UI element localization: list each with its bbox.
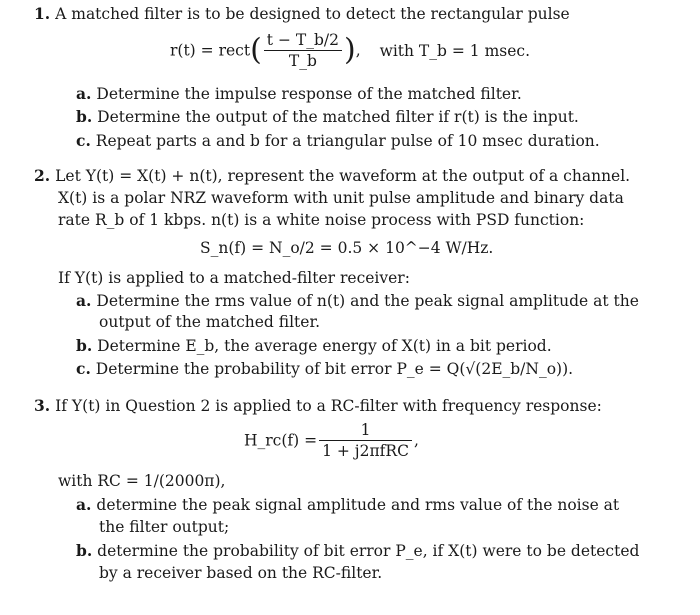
q1-intro: A matched filter is to be designed to detect the rectangular pulse: [55, 5, 570, 23]
q2-part-b-text: Determine E_b, the average energy of X(t) in a bit period.: [97, 337, 552, 355]
q2-part-c-label: c.: [76, 359, 91, 378]
q3-part-a: [76, 495, 619, 515]
q3-part-a-text: determine the peak signal amplitude and rms value of the noise at: [96, 496, 620, 514]
q1-eq-fraction: [264, 30, 342, 71]
q3-eq-tail: ,: [413, 431, 419, 450]
q2-number: 2.: [34, 166, 51, 185]
q3-number: 3.: [34, 396, 51, 415]
q3-eq-lhs: H_rc(f) =: [244, 431, 318, 450]
q1-eq-with: with T_b = 1 msec.: [379, 41, 530, 60]
q2-part-b: [76, 336, 552, 356]
q2-part-c: [76, 359, 573, 379]
q1-part-b-label: b.: [76, 107, 93, 126]
q2-line-3: rate R_b of 1 kbps. n(t) is a white noise process with PSD function:: [58, 211, 585, 229]
q3-with: with RC = 1/(2000π),: [58, 472, 226, 490]
q1-part-a: [76, 84, 522, 104]
q1-eq-denominator: T_b: [288, 52, 317, 70]
q2-line-1-text: Let Y(t) = X(t) + n(t), represent the waveform at the output of a channel.: [55, 167, 631, 185]
q3-eq-numerator: 1: [319, 420, 412, 441]
q2-line-2: X(t) is a polar NRZ waveform with unit pulse amplitude and binary data: [58, 189, 624, 207]
q1-intro-line: [34, 4, 570, 24]
q1-part-c: [76, 131, 600, 151]
q3-part-a-label: a.: [76, 495, 92, 514]
q3-part-b-label: b.: [76, 541, 93, 560]
q1-part-a-label: a.: [76, 84, 92, 103]
q2-part-a: [76, 291, 639, 311]
q2-part-c-text: Determine the probability of bit error P_e = Q(√(2E_b/N_o)).: [95, 360, 574, 378]
q1-part-b: [76, 107, 579, 127]
q2-part-b-label: b.: [76, 336, 93, 355]
q1-eq-lhs: r(t) = rect: [170, 41, 251, 60]
q1-part-c-text: Repeat parts a and b for a triangular pulse of 10 msec duration.: [95, 132, 600, 150]
q3-equation: [244, 420, 419, 466]
q2-line-1: [34, 166, 630, 186]
q3-intro: If Y(t) in Question 2 is applied to a RC-filter with frequency response:: [55, 397, 602, 415]
q1-part-a-text: Determine the impulse response of the matched filter.: [96, 85, 522, 103]
q1-equation: r(t) = rect( $\frac{t - T\_b/2}{T\_b}$ ), with T_b = 1 msec.: [170, 31, 530, 70]
q1-eq-numerator: t − T_b/2: [264, 30, 342, 51]
q3-eq-fraction: [319, 420, 412, 461]
q3-part-b: [76, 541, 639, 561]
q2-lead: If Y(t) is applied to a matched-filter receiver:: [58, 269, 410, 287]
q1-part-c-label: c.: [76, 131, 91, 150]
q2-equation: S_n(f) = N_o/2 = 0.5 × 10^−4 W/Hz.: [200, 239, 494, 257]
q2-part-a-text: Determine the rms value of n(t) and the peak signal amplitude at the: [96, 292, 639, 310]
q3-part-b-cont: by a receiver based on the RC-filter.: [99, 564, 383, 582]
q3-intro-line: [34, 396, 602, 416]
q1-number: 1.: [34, 4, 51, 23]
q3-part-b-text: determine the probability of bit error P_e, if X(t) were to be detected: [97, 542, 640, 560]
q2-part-a-label: a.: [76, 291, 92, 310]
q1-part-b-text: Determine the output of the matched filter if r(t) is the input.: [97, 108, 579, 126]
q3-part-a-cont: the filter output;: [99, 518, 230, 536]
q2-part-a-cont: output of the matched filter.: [99, 313, 321, 331]
q3-eq-denominator: 1 + j2πfRC: [322, 442, 409, 460]
